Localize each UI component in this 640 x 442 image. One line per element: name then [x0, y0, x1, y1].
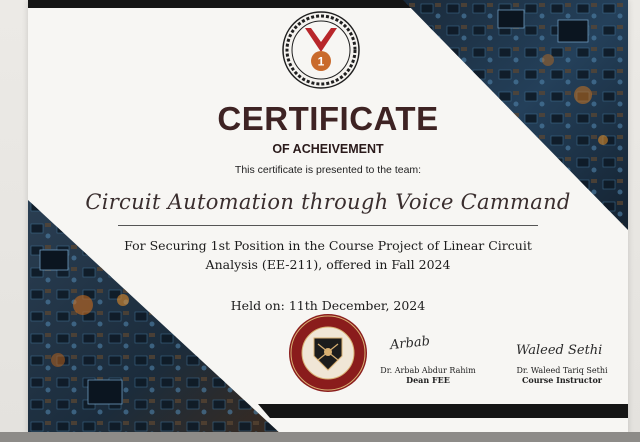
achievement-description: [28, 236, 628, 274]
instructor-role: Course Instructor: [521, 375, 603, 385]
photo-bottom-edge: [0, 432, 640, 442]
held-on-date: Held on: 11th December, 2024: [230, 298, 426, 313]
university-seal: [289, 314, 367, 392]
description-line-1: For Securing 1st Position in the Course Project of Linear Circuit: [124, 238, 532, 253]
project-name: Circuit Automation through Voice Cammand: [85, 190, 571, 214]
instructor-signature: Waleed Sethi: [516, 343, 603, 358]
certificate-title: CERTIFICATE: [217, 100, 439, 137]
certificate-subtitle: OF ACHEIVEMENT: [272, 142, 384, 156]
presented-text: This certificate is presented to the team:: [234, 164, 422, 176]
medal-emblem: [283, 12, 359, 88]
signatory-dean: [368, 366, 488, 385]
dean-name: Dr. Arbab Abdur Rahim: [380, 366, 476, 375]
dean-signature: Arbab: [389, 333, 431, 354]
certificate-paper: [28, 0, 628, 436]
bottom-dark-band: [258, 404, 628, 418]
description-line-2: Analysis (EE-211), offered in Fall 2024: [205, 257, 451, 272]
dean-role: Dean FEE: [406, 375, 450, 385]
project-name-underline: [118, 225, 538, 226]
signatory-instructor: [500, 366, 624, 385]
instructor-name: Dr. Waleed Tariq Sethi: [516, 366, 608, 375]
medal-number: 1: [317, 54, 325, 69]
